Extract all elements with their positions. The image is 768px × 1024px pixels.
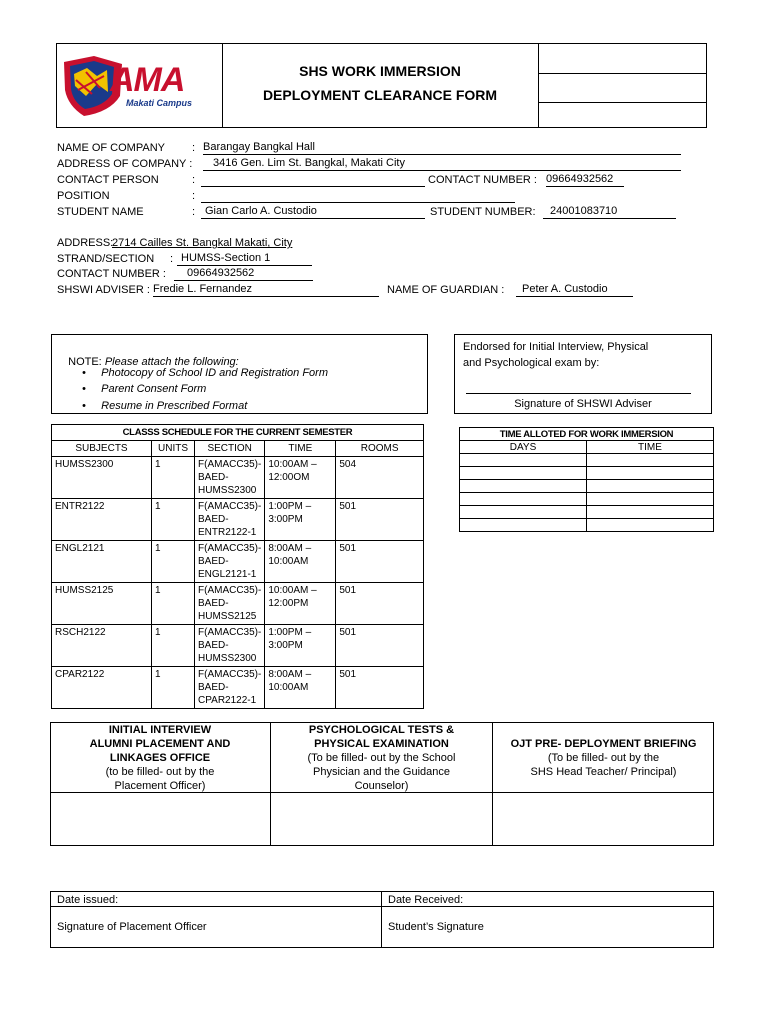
clearance-text: PSYCHOLOGICAL TESTS &	[308, 724, 455, 736]
allotted-row	[460, 506, 714, 519]
address-text: 3416 Gen. Lim St. Bangkal, Makati City	[213, 157, 405, 169]
room-cell: 501	[336, 667, 424, 709]
position-field[interactable]	[201, 189, 515, 203]
ojt-signature-cell[interactable]	[493, 793, 713, 845]
time-cell: 8:00AM – 10:00AM	[265, 667, 336, 709]
contact-person-field[interactable]	[201, 173, 425, 187]
clearance-text: (to be filled- out by the	[105, 766, 215, 778]
student-number-value[interactable]	[543, 205, 676, 219]
date-issued-label[interactable]: Date issued:	[57, 894, 119, 906]
endorse-text-1: Endorsed for Initial Interview, Physical	[463, 341, 649, 353]
colon: :	[192, 142, 196, 154]
days-cell[interactable]	[460, 519, 587, 532]
schedule-header: SECTION	[195, 441, 265, 457]
days-cell[interactable]	[460, 467, 587, 480]
days-cell[interactable]	[460, 480, 587, 493]
class-schedule-table	[51, 424, 424, 709]
subject-cell: CPAR2122	[52, 667, 152, 709]
subject-cell: HUMSS2300	[52, 457, 152, 499]
header-cell-line-2	[538, 102, 707, 103]
schedule-row	[52, 541, 424, 583]
allotted-row	[460, 519, 714, 532]
allotted-row	[460, 480, 714, 493]
note-item-text: Resume in Prescribed Format	[101, 400, 248, 412]
note-item-text: Parent Consent Form	[101, 383, 207, 395]
adviser-signature-label: Signature of SHSWI Adviser	[514, 398, 652, 410]
footer-row-divider	[50, 906, 714, 907]
schedule-header: UNITS	[152, 441, 195, 457]
schedule-header: TIME	[265, 441, 336, 457]
clearance-text: (To be filled- out by the	[547, 752, 660, 764]
units-cell: 1	[152, 625, 195, 667]
clearance-text: ALUMNI PLACEMENT AND	[89, 738, 231, 750]
schedule-header: ROOMS	[336, 441, 424, 457]
clearance-text: (To be filled- out by the School	[307, 752, 456, 764]
section-cell: F(AMACC35)- BAED- HUMSS2125	[195, 583, 265, 625]
time-cell: 10:00AM – 12:00OM	[265, 457, 336, 499]
section-cell: F(AMACC35)- BAED- CPAR2122-1	[195, 667, 265, 709]
section-cell: F(AMACC35)- BAED- ENGL2121-1	[195, 541, 265, 583]
placement-signature-label[interactable]: Signature of Placement Officer	[57, 921, 207, 933]
student-contact-label: CONTACT NUMBER :	[57, 268, 166, 280]
clearance-text: Counselor)	[354, 780, 409, 792]
time-cell[interactable]	[587, 493, 714, 506]
time-cell[interactable]	[587, 454, 714, 467]
colon: :	[192, 190, 196, 202]
address-label: ADDRESS OF COMPANY :	[57, 158, 193, 170]
allotted-row	[460, 454, 714, 467]
company-label: NAME OF COMPANY	[57, 142, 165, 154]
student-signature-label[interactable]: Student’s Signature	[388, 921, 484, 933]
time-cell: 1:00PM – 3:00PM	[265, 499, 336, 541]
time-cell[interactable]	[587, 480, 714, 493]
address-value[interactable]	[203, 157, 681, 171]
time-cell[interactable]	[587, 519, 714, 532]
colon: :	[192, 206, 196, 218]
form-title-line-1: SHS WORK IMMERSION	[299, 63, 461, 79]
endorse-text-2: and Psychological exam by:	[463, 357, 600, 369]
schedule-row	[52, 667, 424, 709]
allotted-days-header: DAYS	[460, 441, 587, 454]
logo-subtext: Makati Campus	[126, 98, 193, 108]
clearance-text: OJT PRE- DEPLOYMENT BRIEFING	[510, 738, 697, 750]
units-cell: 1	[152, 499, 195, 541]
student-number-text: 24001083710	[550, 205, 618, 217]
clearance-text: SHS Head Teacher/ Principal)	[530, 766, 677, 778]
interview-signature-cell[interactable]	[51, 793, 270, 845]
student-name-label: STUDENT NAME	[57, 206, 144, 218]
note-label: NOTE:	[68, 356, 102, 368]
adviser-value[interactable]	[153, 283, 379, 297]
schedule-row	[52, 583, 424, 625]
position-label: POSITION	[57, 190, 110, 202]
days-cell[interactable]	[460, 506, 587, 519]
date-received-label[interactable]: Date Received:	[388, 894, 464, 906]
subject-cell: RSCH2122	[52, 625, 152, 667]
note-item: • Resume in Prescribed Format	[82, 400, 248, 412]
schedule-header: SUBJECTS	[52, 441, 152, 457]
header-cell-line-1	[538, 73, 707, 74]
colon: :	[192, 174, 196, 186]
schedule-row	[52, 457, 424, 499]
days-cell[interactable]	[460, 493, 587, 506]
time-cell: 1:00PM – 3:00PM	[265, 625, 336, 667]
adviser-signature-line[interactable]	[466, 393, 691, 394]
allotted-title: TIME ALLOTED FOR WORK IMMERSION	[460, 428, 714, 441]
guardian-label: NAME OF GUARDIAN :	[387, 284, 505, 296]
subject-cell: HUMSS2125	[52, 583, 152, 625]
allotted-row	[460, 467, 714, 480]
units-cell: 1	[152, 667, 195, 709]
student-contact-text: 09664932562	[187, 267, 255, 279]
contact-number-label: CONTACT NUMBER :	[428, 174, 537, 186]
guardian-value[interactable]	[516, 283, 633, 297]
clearance-text: INITIAL INTERVIEW	[108, 724, 212, 736]
clearance-header-psych	[271, 723, 492, 793]
student-number-label: STUDENT NUMBER:	[430, 206, 536, 218]
student-contact-value[interactable]	[174, 267, 313, 281]
contact-number-value[interactable]: 09664932562	[546, 173, 624, 187]
time-cell[interactable]	[587, 467, 714, 480]
allotted-time-header: TIME	[587, 441, 714, 454]
note-item: • Photocopy of School ID and Registration Form	[82, 367, 328, 379]
student-name-value[interactable]	[201, 205, 425, 219]
schedule-row	[52, 499, 424, 541]
subject-cell: ENTR2122	[52, 499, 152, 541]
adviser-label: SHSWI ADVISER :	[57, 284, 150, 296]
contact-person-label: CONTACT PERSON	[57, 174, 159, 186]
room-cell: 501	[336, 499, 424, 541]
strand-value[interactable]	[177, 252, 312, 266]
note-heading	[62, 341, 239, 369]
guardian-text: Peter A. Custodio	[522, 283, 608, 295]
student-address-value[interactable]: 2714 Cailles St. Bangkal Makati, City	[112, 237, 293, 249]
room-cell: 501	[336, 541, 424, 583]
room-cell: 501	[336, 625, 424, 667]
footer-col-divider	[381, 891, 382, 948]
days-cell[interactable]	[460, 454, 587, 467]
note-instruction: Please attach the following:	[104, 356, 239, 368]
clearance-text: PHYSICAL EXAMINATION	[314, 738, 449, 750]
time-cell: 10:00AM – 12:00PM	[265, 583, 336, 625]
time-cell[interactable]	[587, 506, 714, 519]
strand-label: STRAND/SECTION	[57, 253, 155, 265]
clearance-text: LINKAGES OFFICE	[109, 752, 211, 764]
section-cell: F(AMACC35)- BAED- HUMSS2300	[195, 457, 265, 499]
schedule-title: CLASSS SCHEDULE FOR THE CURRENT SEMESTER	[52, 425, 424, 441]
section-cell: F(AMACC35)- BAED- HUMSS2300	[195, 625, 265, 667]
note-item-text: Photocopy of School ID and Registration Form	[101, 367, 328, 379]
allotted-row	[460, 493, 714, 506]
clearance-header-interview	[50, 723, 270, 793]
header-divider-left	[222, 43, 223, 128]
colon: :	[170, 253, 174, 265]
company-text: Barangay Bangkal Hall	[203, 141, 315, 153]
header-divider-right	[538, 43, 539, 128]
subject-cell: ENGL2121	[52, 541, 152, 583]
company-value[interactable]	[203, 141, 681, 155]
form-title-line-2: DEPLOYMENT CLEARANCE FORM	[262, 87, 498, 103]
units-cell: 1	[152, 583, 195, 625]
student-name-text: Gian Carlo A. Custodio	[205, 205, 317, 217]
clearance-text: Placement Officer)	[114, 780, 206, 792]
room-cell: 504	[336, 457, 424, 499]
clearance-header-ojt	[493, 737, 714, 779]
section-cell: F(AMACC35)- BAED- ENTR2122-1	[195, 499, 265, 541]
time-cell: 8:00AM – 10:00AM	[265, 541, 336, 583]
clearance-text: Physician and the Guidance	[313, 766, 450, 778]
time-allotted-table	[459, 427, 714, 532]
room-cell: 501	[336, 583, 424, 625]
psych-signature-cell[interactable]	[271, 793, 492, 845]
logo-text: AMA	[110, 61, 185, 99]
note-item: • Parent Consent Form	[82, 383, 207, 395]
ama-logo	[62, 54, 217, 118]
schedule-row	[52, 625, 424, 667]
student-address-label: ADDRESS:	[57, 237, 114, 249]
units-cell: 1	[152, 457, 195, 499]
adviser-text: Fredie L. Fernandez	[153, 283, 253, 295]
strand-text: HUMSS-Section 1	[181, 252, 271, 264]
units-cell: 1	[152, 541, 195, 583]
